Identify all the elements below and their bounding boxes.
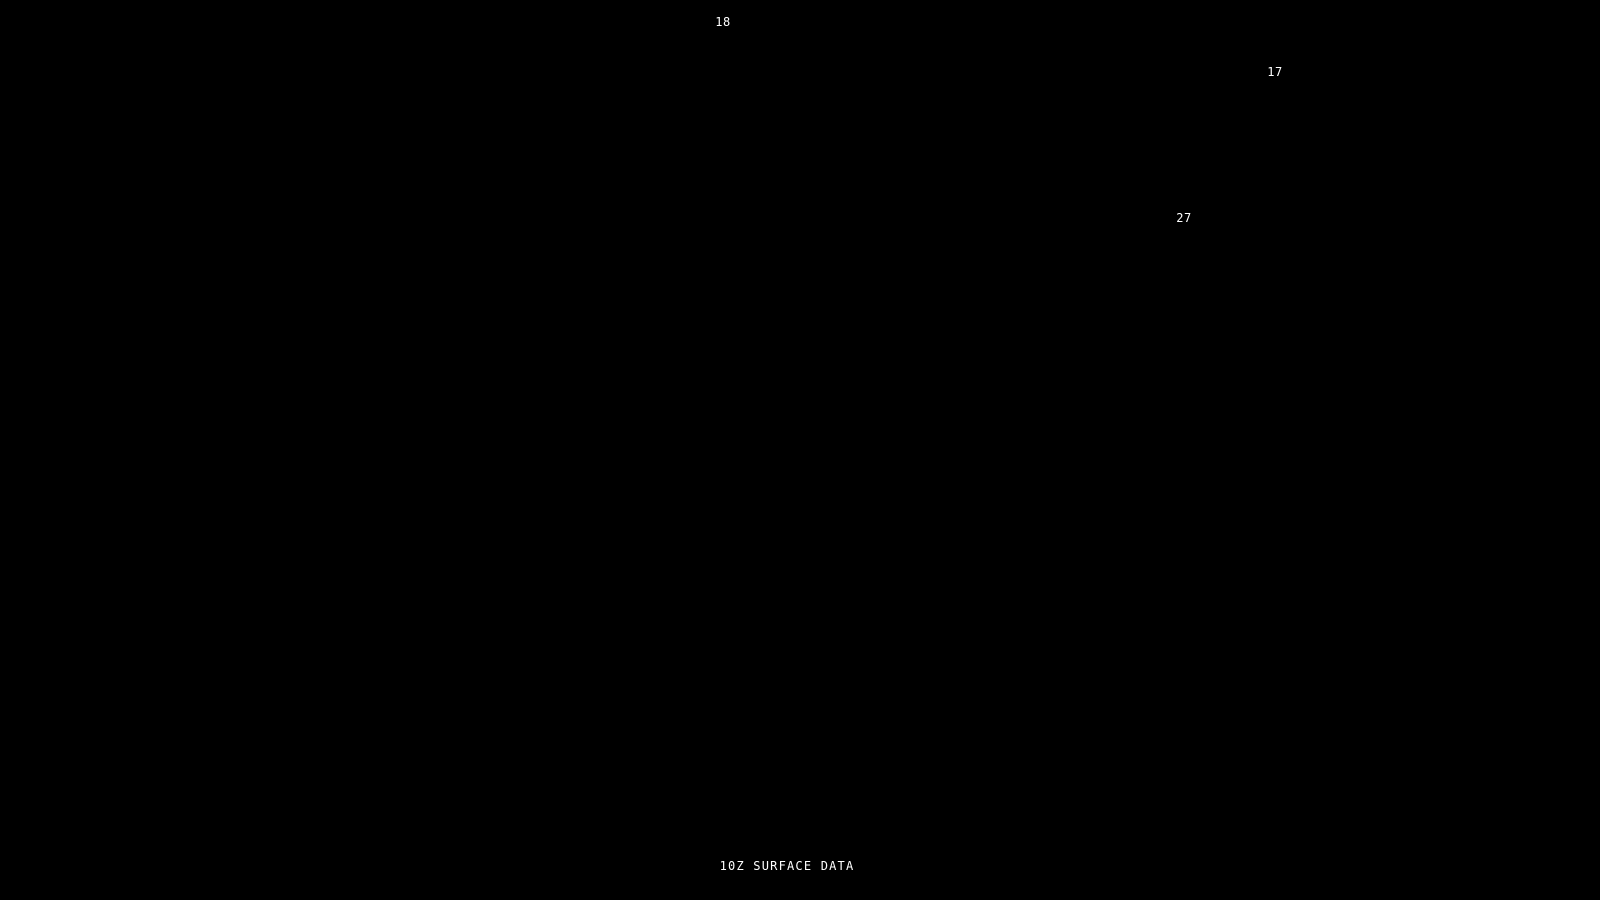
map-caption: 10Z SURFACE DATA xyxy=(719,859,855,873)
station-observation: 27 xyxy=(1176,211,1192,225)
station-observation: 17 xyxy=(1267,65,1283,79)
station-observation: 18 xyxy=(715,15,731,29)
